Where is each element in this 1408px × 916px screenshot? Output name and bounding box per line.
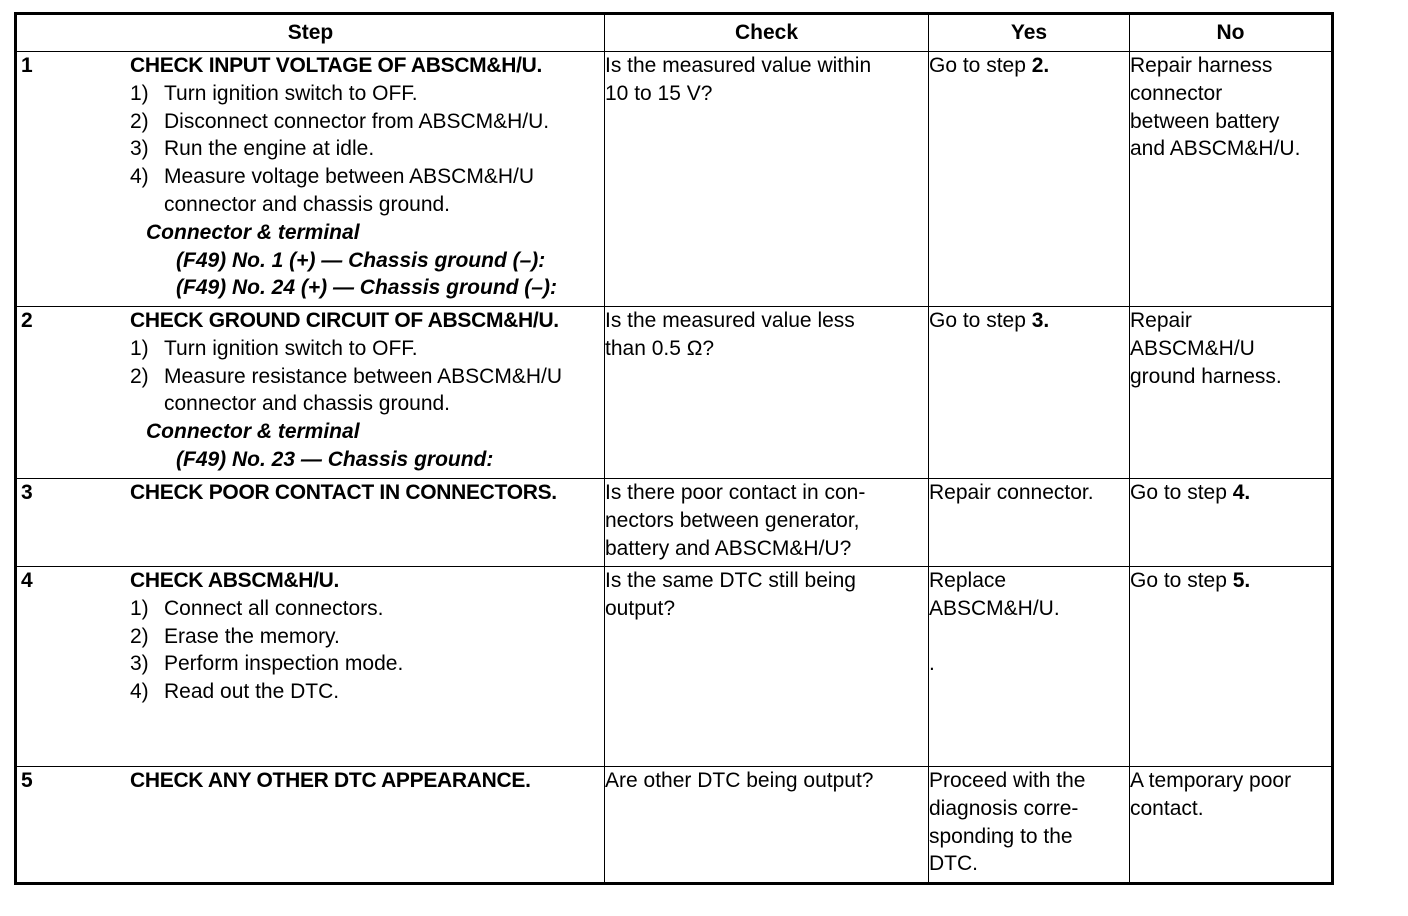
check-cell: Is there poor contact in con- nectors between generator, battery and ABSCM&H/U? — [605, 479, 929, 567]
substep: 1) Turn ignition switch to OFF. — [130, 336, 418, 360]
connector-line: (F49) No. 1 (+) — Chassis ground (–): — [176, 248, 546, 272]
no-cell: Go to step 4. — [1130, 479, 1333, 567]
table-row — [16, 479, 1333, 567]
substep: 3) Run the engine at idle. — [130, 137, 375, 161]
step-title: CHECK INPUT VOLTAGE OF ABSCM&H/U. — [130, 54, 543, 77]
header-step: Step — [16, 14, 605, 52]
table-row — [16, 567, 1333, 767]
substep: 4) Read out the DTC. — [130, 680, 340, 704]
stray-mark: . — [929, 652, 935, 676]
step-number: 2 — [21, 309, 33, 332]
step-cell — [16, 767, 605, 884]
header-yes: Yes — [929, 14, 1130, 52]
step-number: 3 — [21, 481, 33, 504]
step-title: CHECK POOR CONTACT IN CONNECTORS. — [130, 481, 557, 504]
step-cell — [16, 52, 605, 307]
substep: 2) Disconnect connector from ABSCM&H/U. — [130, 109, 550, 133]
connector-line: (F49) No. 24 (+) — Chassis ground (–): — [176, 276, 557, 300]
step-title: CHECK ABSCM&H/U. — [130, 569, 340, 592]
yes-cell: Replace ABSCM&H/U. . — [929, 567, 1130, 767]
check-cell: Is the measured value less than 0.5 Ω? — [605, 307, 929, 479]
header-row — [16, 14, 1333, 52]
substep: 2) Measure resistance between ABSCM&H/U — [130, 364, 563, 388]
substep: 2) Erase the memory. — [130, 624, 340, 648]
no-cell: Go to step 5. — [1130, 567, 1333, 767]
substep-continuation: connector and chassis ground. — [164, 192, 451, 216]
table-row — [16, 52, 1333, 307]
yes-cell: Go to step 2. — [929, 52, 1130, 307]
step-number: 1 — [21, 54, 33, 77]
substep: 4) Measure voltage between ABSCM&H/U — [130, 165, 535, 189]
step-number: 4 — [21, 569, 33, 592]
step-number: 5 — [21, 769, 33, 792]
step-title: CHECK GROUND CIRCUIT OF ABSCM&H/U. — [130, 309, 559, 332]
substep-continuation: connector and chassis ground. — [164, 392, 451, 416]
step-cell — [16, 307, 605, 479]
header-check: Check — [605, 14, 929, 52]
step-cell — [16, 479, 605, 567]
yes-cell: Proceed with the diagnosis corre- sponding to the DTC. — [929, 767, 1130, 884]
yes-cell: Repair connector. — [929, 479, 1130, 567]
no-cell: Repair harness connector between battery and ABSCM&H/U. — [1130, 52, 1333, 307]
check-cell: Is the same DTC still being output? — [605, 567, 929, 767]
table-row — [16, 767, 1333, 884]
yes-cell: Go to step 3. — [929, 307, 1130, 479]
substep: 3) Perform inspection mode. — [130, 652, 404, 676]
substep: 1) Turn ignition switch to OFF. — [130, 81, 418, 105]
check-cell: Are other DTC being output? — [605, 767, 929, 884]
table-row — [16, 307, 1333, 479]
no-cell: Repair ABSCM&H/U ground harness. — [1130, 307, 1333, 479]
connector-title: Connector & terminal — [146, 220, 360, 244]
no-cell: A temporary poor contact. — [1130, 767, 1333, 884]
step-title: CHECK ANY OTHER DTC APPEARANCE. — [130, 769, 531, 792]
connector-line: (F49) No. 23 — Chassis ground: — [176, 447, 494, 471]
diagnosis-table — [14, 12, 1334, 885]
connector-title: Connector & terminal — [146, 420, 360, 444]
substep: 1) Connect all connectors. — [130, 596, 384, 620]
step-cell — [16, 567, 605, 767]
header-no: No — [1130, 14, 1333, 52]
check-cell: Is the measured value within 10 to 15 V? — [605, 52, 929, 307]
